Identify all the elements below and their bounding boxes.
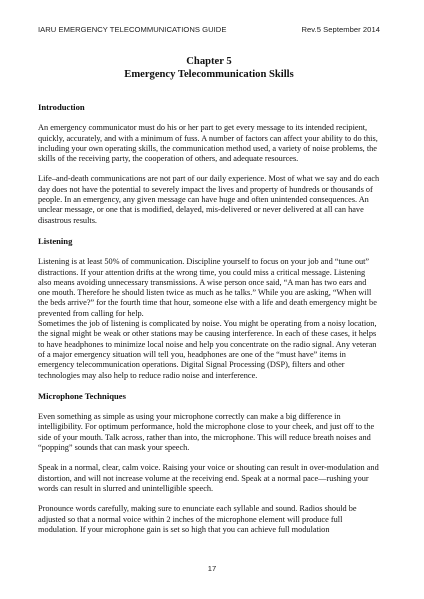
header-guide-title: IARU EMERGENCY TELECOMMUNICATIONS GUIDE	[38, 25, 227, 34]
paragraph: Sometimes the job of listening is complicated by noise. You might be operating from a noisy location, the signal might be weak or other stations may be causing interference. In each of these cases, it helps to have headphones to minimize local noise and help you concentrate on the radio signal. Any veteran of a major emergency situation will tell you, headphones are one of the “must have” items in emergency telecommunication operations. Digital Signal Processing (DSP), filters and other technologies may also help to reduce radio noise and interference.	[38, 319, 377, 380]
section-heading-listening: Listening	[38, 235, 73, 246]
page-number: 17	[207, 564, 217, 573]
chapter-title: Emergency Telecommunication Skills	[124, 69, 294, 80]
header-revision: Rev.5 September 2014	[301, 25, 380, 34]
paragraph: Life–and-death communications are not part of our daily experience. Most of what we say and do each day does not have the potential to severely impact the lives and property of hundreds or thousands of people. In an emergency, any given message can have huge and often unintended consequences. An unclear message, or one that is modified, delayed, mis-delivered or never delivered at all can have disastrous results.	[38, 174, 380, 225]
page-content	[38, 55, 380, 535]
paragraph: Even something as simple as using your microphone correctly can make a big difference in intelligibility. For optimum performance, hold the microphone close to your cheek, and just off to the side of your mouth. Talk across, rather than into, the microphone. This will reduce breath noises and “popping” sounds that can mask your speech.	[38, 412, 375, 453]
paragraph: Pronounce words carefully, making sure to enunciate each syllable and sound. Radios should be adjusted so that a normal voice within 2 inches of the microphone element will produce full modulation. If your microphone gain is set so high that you can achieve full modulation	[38, 504, 357, 534]
paragraph: An emergency communicator must do his or her part to get every message to its intended recipient, quickly, accurately, and with a minimum of fuss. A number of factors can affect your ability to do this, including your own operating skills, the communication method used, a variety of noise problems, the skills of the receiving party, the cooperation of others, and adequate resources.	[38, 123, 378, 164]
section-heading-introduction: Introduction	[38, 102, 85, 112]
running-header	[38, 25, 380, 34]
paragraph: Speak in a normal, clear, calm voice. Raising your voice or shouting can result in over-modulation and distortion, and will not increase volume at the receiving end. Speak at a normal pace—rushing your words can result in slurred and unintelligible speech.	[38, 463, 379, 493]
section-heading-microphone-techniques: Microphone Techniques	[38, 390, 126, 401]
paragraph: Listening is at least 50% of communication. Discipline yourself to focus on your job and “tune out” distractions. If your attention drifts at the wrong time, you could miss a critical message. Listening also means avoiding unnecessary transmissions. A wise person once said, “A man has two ears and one mouth. Therefore he should listen twice as much as he talks.” While you are asking, “When will the beds arrive?” for the fourth time that hour, someone else with a life and death emergency might be prevented from calling for help.	[38, 257, 377, 318]
chapter-number: Chapter 5	[186, 56, 232, 67]
